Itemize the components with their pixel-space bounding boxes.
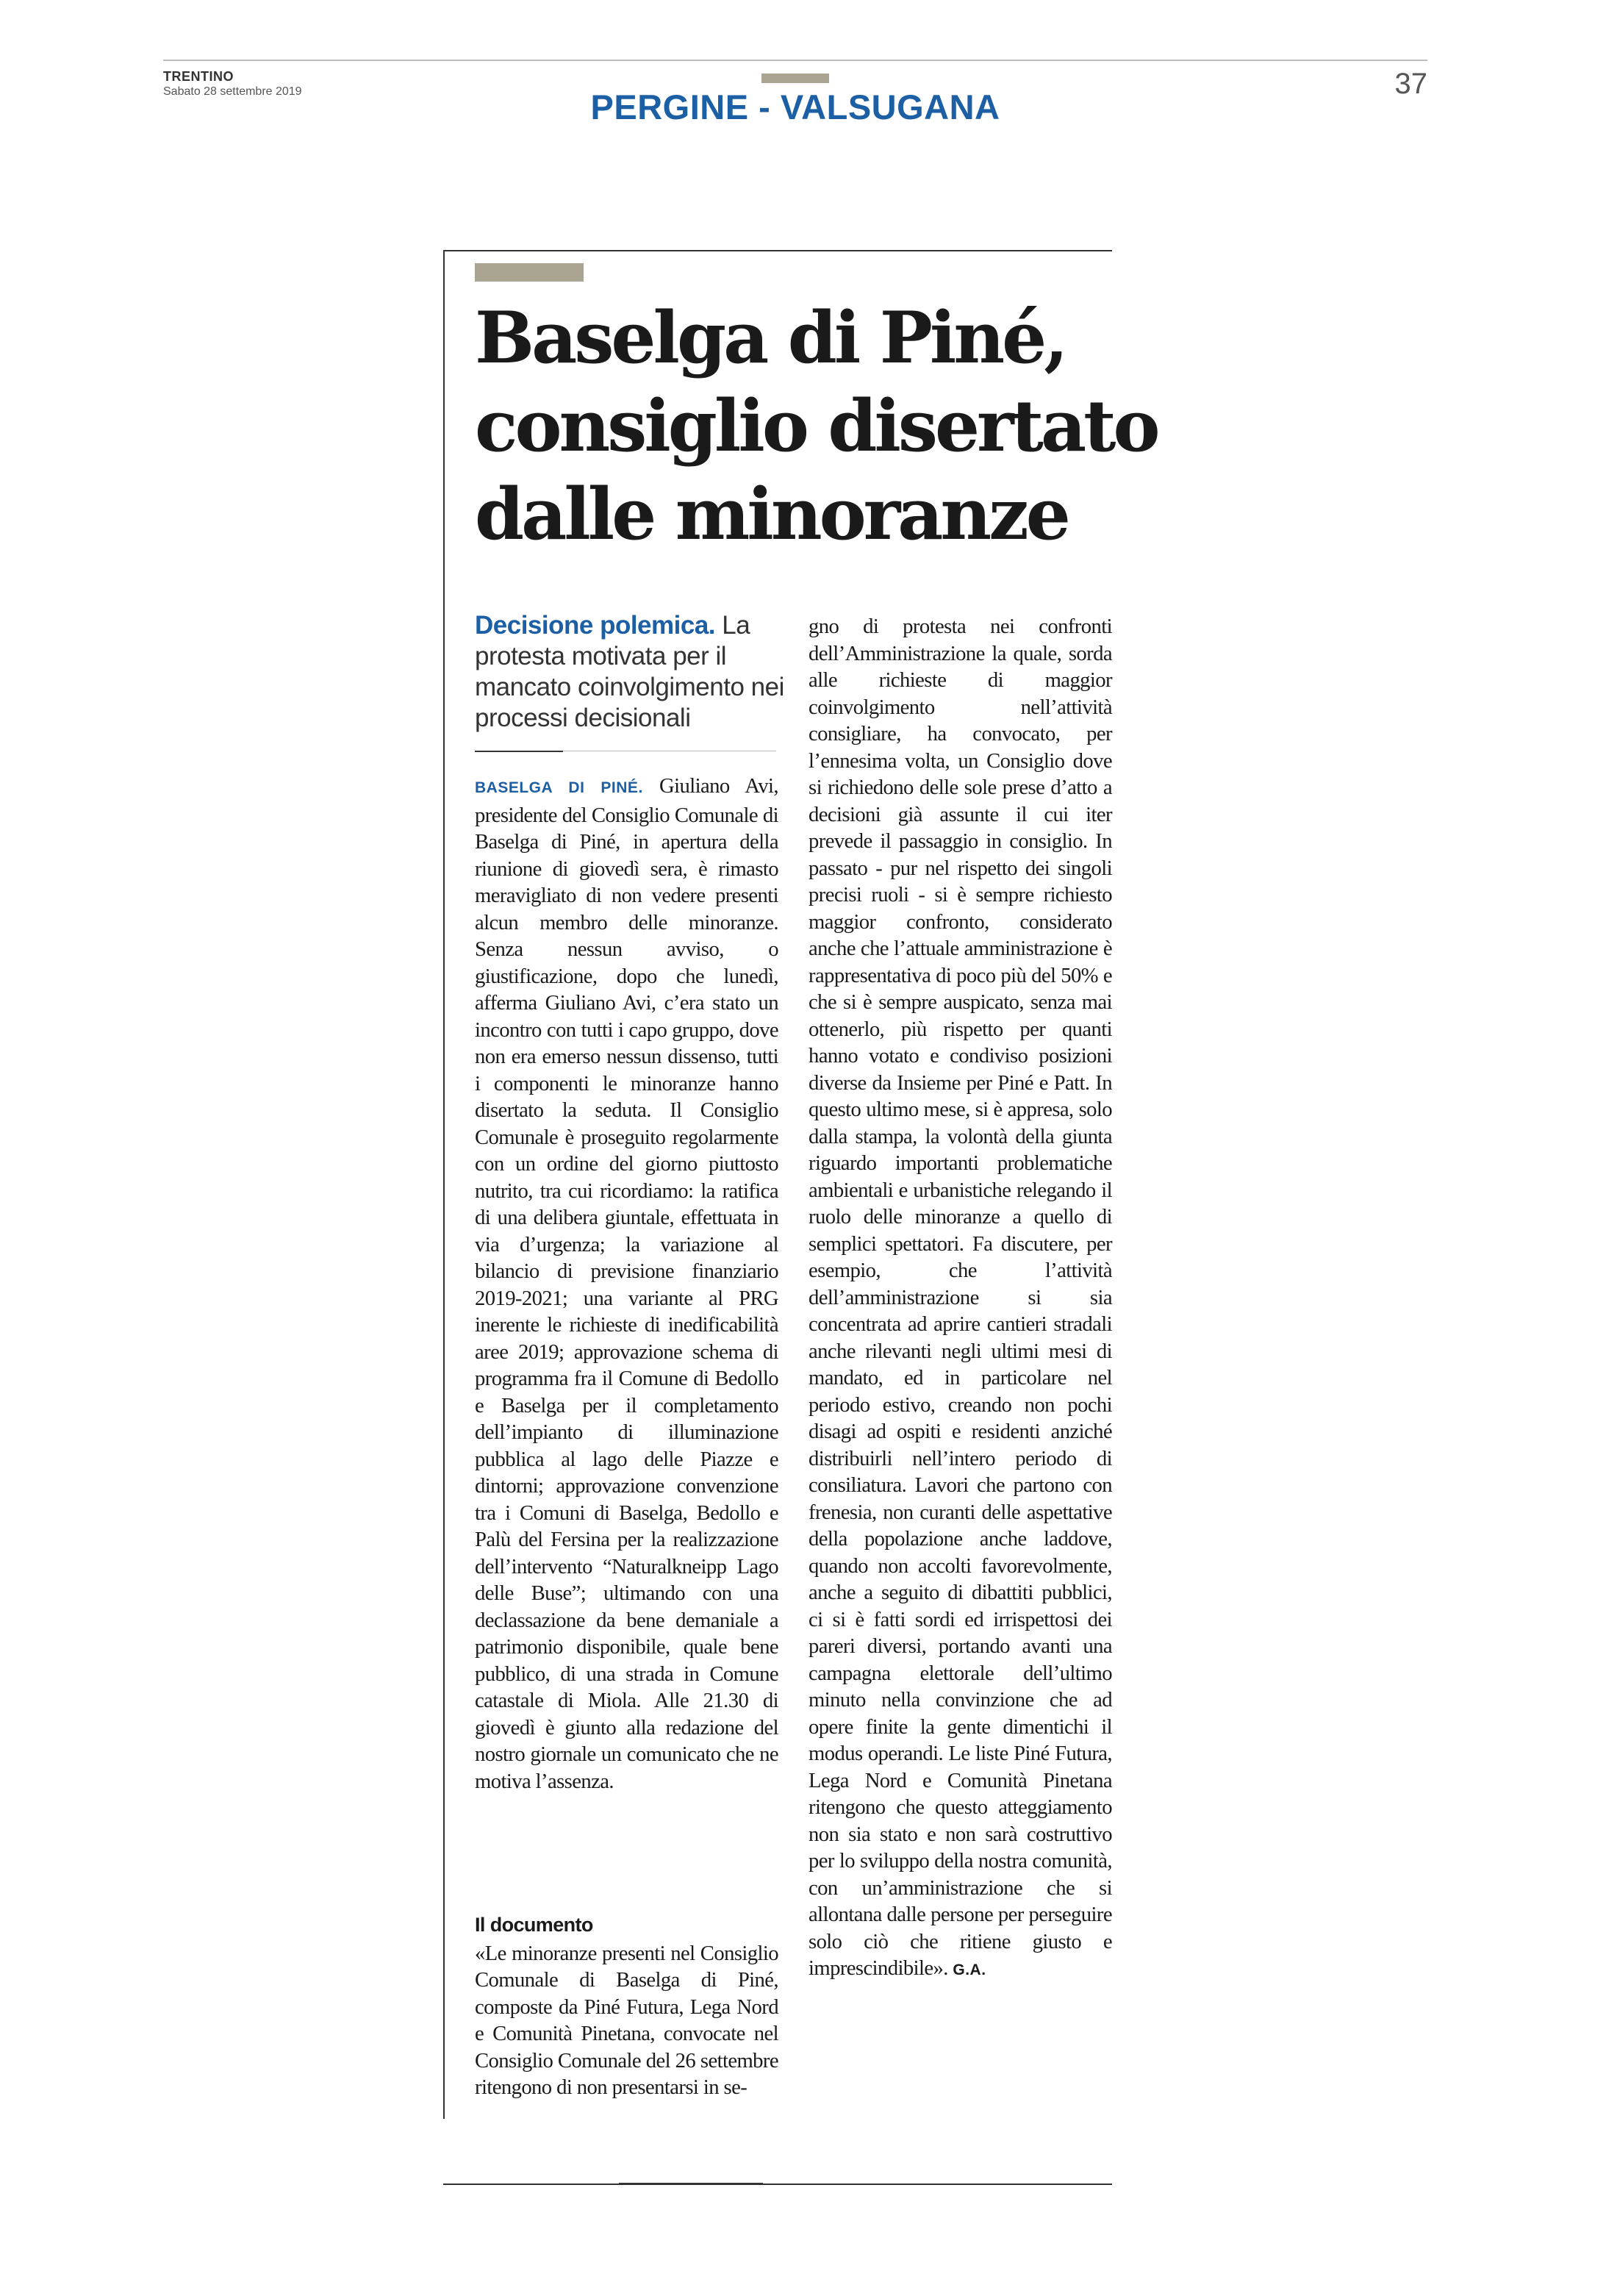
article-frame-bottom: [443, 2184, 1112, 2185]
section-title: PERGINE - VALSUGANA: [590, 87, 1000, 126]
article-column-2: [808, 613, 1112, 1984]
top-rule: [163, 60, 1427, 61]
article-frame-top: [443, 250, 1112, 251]
page-number: 37: [1394, 68, 1427, 100]
body-text: «Le minoranze presenti nel Consiglio Comunale di Baselga di Piné, composte da Piné Futura, Lega Nord e Comunità Pinetana, convocate nel Consiglio Comunale del 26 settembre ritengono di non presentarsi in se-: [475, 1941, 778, 2099]
paper-date: Sabato 28 settembre 2019: [163, 85, 302, 98]
headline-line: dalle minoranze: [475, 473, 1068, 556]
kicker-bar: [475, 263, 584, 282]
article-headline: [475, 294, 1158, 559]
subhead: Il documento: [475, 1914, 593, 1936]
article-frame-bottom-accent: [619, 2183, 763, 2185]
article-frame-left: [443, 250, 445, 2119]
headline-line: consiglio disertato: [475, 385, 1158, 468]
article-column-1: [475, 773, 778, 1795]
author-signature: G.A.: [953, 1961, 986, 1978]
article-standfirst: [475, 610, 798, 734]
standfirst-lead: Decisione polemica.: [475, 611, 716, 640]
standfirst-text: La protesta motivata per il mancato coinvolgimento nei processi decisionali: [475, 611, 784, 732]
body-paragraph: [808, 613, 1112, 1984]
standfirst-rule: [475, 751, 563, 752]
headline-line: Baselga di Piné,: [475, 296, 1066, 379]
section-accent-bar: [761, 74, 829, 83]
body-paragraph: [475, 773, 778, 1795]
body-text: Giuliano Avi, presidente del Consiglio Comunale di Baselga di Piné, in apertura della riunione di giovedì sera, è rimasto meravigliato di non vedere presenti alcun membro delle minoranze. Senza nessun avviso, o giustificazione, dopo che lunedì, afferma Giuliano Avi, c’era stato un incontro con tutti i capo gruppo, dove non era emerso nessun dissenso, tutti i componenti le minoranze hanno disertato la seduta. Il Consiglio Comunale è proseguito regolarmente con un ordine del giorno piuttosto nutrito, tra cui ricordiamo: la ratifica di una delibera giuntale, effettuata in via d’urgenza; la variazione al bilancio di previsione finanziario 2019-2021; una variante al PRG inerente le richieste di inedificabilità aree 2019; approvazione schema di programma fra il Comune di Bedollo e Baselga per il completamento dell’impianto di illuminazione pubblica al lago delle Piazze e dintorni; approvazione convenzione tra i Comuni di Baselga, Bedollo e Palù del Fersina per la realizzazione dell’intervento “Naturalkneipp Lago delle Buse”; ultimando con una declassazione da bene demaniale a patrimonio disponibile, quale bene pubblico, di una strada in Comune catastale di Miola. Alle 21.30 di giovedì è giunto alla redazione del nostro giornale un comunicato che ne motiva l’assenza.: [475, 774, 778, 1793]
body-text: gno di protesta nei confronti dell’Amministrazione la quale, sorda alle richieste di maggior coinvolgimento nell’attività consigliare, ha convocato, per l’ennesima volta, un Consiglio dove si richiedono delle sole prese d’atto a decisioni già assunte il cui iter prevede il passaggio in consiglio. In passato - pur nel rispetto dei singoli precisi ruoli - si è sempre richiesto maggior confronto, considerato anche che l’attuale amministrazione è rappresentativa di poco più del 50% e che si è sempre auspicato, senza mai ottenerlo, più rispetto per quanti hanno votato e condiviso posizioni diverse da Insieme per Piné e Patt. In questo ultimo mese, si è appresa, solo dalla stampa, la volontà della giunta riguardo importanti problematiche ambientali e urbanistiche relegando il ruolo delle minoranze a quello di semplici spettatori. Fa discutere, per esempio, che l’attività dell’amministrazione si sia concentrata ad aprire cantieri stradali anche rilevanti negli ultimi mesi di mandato, ed in particolare nel periodo estivo, creando non pochi disagi ad ospiti e residenti anziché distribuirli nell’intero periodo di consiliatura. Lavori che partono con frenesia, non curanti delle aspettative della popolazione anche laddove, quando non accolti favorevolmente, anche a seguito di dibattiti pubblici, ci si è fatti sordi ed irrispettosi dei pareri diversi, portando avanti una campagna elettorale dell’ultimo minuto nella convinzione che ad opere finite la gente dimentichi il modus operandi. Le liste Piné Futura, Lega Nord e Comunità Pinetana ritengono che questo atteggiamento non sia stato e non sarà costruttivo per lo sviluppo della nostra comunità, con un’amministrazione che si allontana dalle persone per perseguire solo ciò che ritiene giusto e imprescindibile».: [808, 615, 1112, 1980]
article-column-1-document: [475, 1911, 778, 2101]
dateline: BASELGA DI PINÉ.: [475, 779, 643, 796]
paper-name: TRENTINO: [163, 69, 234, 84]
